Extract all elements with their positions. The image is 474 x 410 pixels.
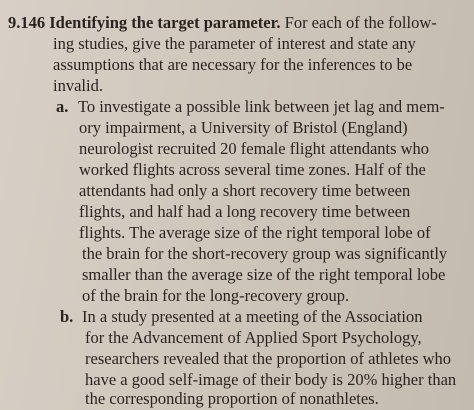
part-b-line: for the Advancement of Applied Sport Psychology, [85,328,422,347]
part-a-line: ory impairment, a University of Bristol (England) [79,118,408,137]
part-b-line: researchers revealed that the proportion of athletes who [85,349,452,368]
part-a-line: neurologist recruited 20 female flight attendants who [79,139,430,158]
part-a-line: To investigate a possible link between jet lag and mem- [78,97,445,116]
intro-line: ing studies, give the parameter of interest and state any [53,34,416,53]
part-a-line: worked flights across several time zones. Half of the [79,160,426,179]
part-a-line: smaller than the average size of the right temporal lobe [82,265,446,284]
exercise-number: 9.146 [8,13,46,32]
intro-line: invalid. [53,76,103,95]
part-b-label: b. [60,307,74,326]
exercise-header [8,14,437,32]
part-a-line: flights, and half had a long recovery time between [79,202,411,221]
part-a-label: a. [56,97,69,116]
part-b-line: In a study presented at a meeting of the Association [82,307,423,326]
exercise-title: Identifying the target parameter. [49,13,281,32]
part-a-line: of the brain for the long-recovery group. [82,286,350,305]
part-a-line: flights. The average size of the right temporal lobe of [79,223,431,242]
part-a-line: the brain for the short-recovery group was significantly [82,244,448,263]
intro-line: For each of the follow- [284,13,437,32]
part-b-line: the corresponding proportion of nonathletes. [85,389,379,408]
part-b-line: have a good self-image of their body is 20% higher than [85,370,457,389]
part-a-line: attendants had only a short recovery time between [79,181,411,200]
intro-line: assumptions that are necessary for the inferences to be [53,55,413,74]
